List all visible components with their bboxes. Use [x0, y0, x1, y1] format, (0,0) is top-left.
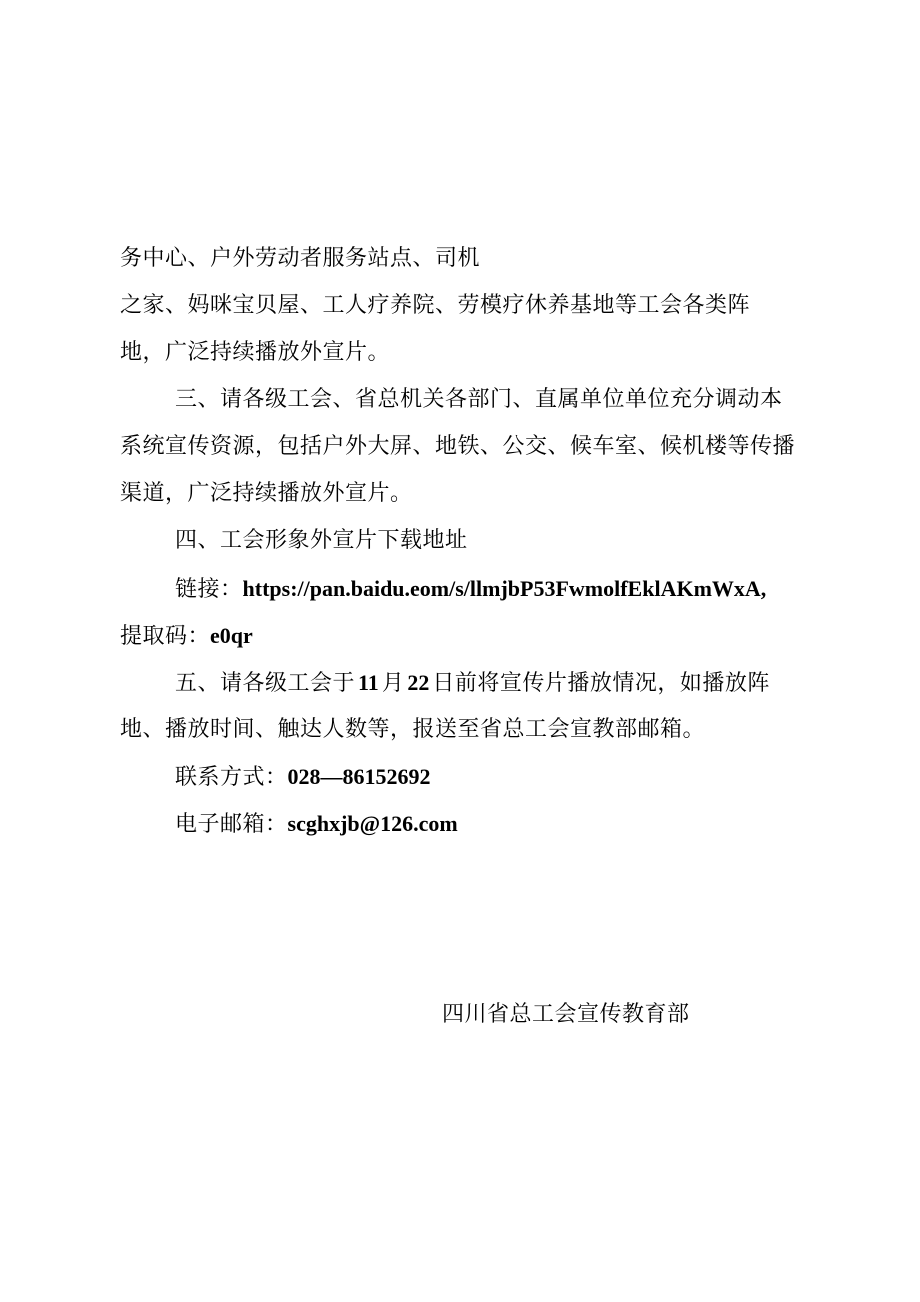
signature: 四川省总工会宣传教育部: [442, 1002, 690, 1027]
contact-label: 联系方式：: [175, 765, 288, 790]
text-line: 渠道，广泛持续播放外宣片。: [120, 481, 413, 506]
extract-code-line: [120, 621, 253, 652]
day-number: 22: [407, 670, 430, 695]
link-label: 链接：: [175, 577, 243, 602]
text-line: 地，广泛持续播放外宣片。: [120, 340, 391, 365]
text-line: 务中心、户外劳动者服务站点、司机: [120, 246, 481, 271]
code-label: 提取码：: [120, 624, 211, 649]
text-part: 月: [381, 671, 405, 696]
section-heading: 四、工会形象外宣片下载地址: [175, 528, 468, 553]
extract-code: e0qr: [210, 623, 253, 648]
email-address[interactable]: scghxjb@126.com: [287, 811, 458, 836]
text-part: 日前将宣传片播放情况，如播放阵: [432, 671, 770, 696]
text-line: 系统宣传资源，包括户外大屏、地铁、公交、候车室、候机楼等传播: [120, 434, 796, 459]
month-number: 11: [358, 670, 379, 695]
text-line: 地、播放时间、触达人数等，报送至省总工会宣教部邮箱。: [120, 717, 706, 742]
text-part: 五、请各级工会于: [175, 671, 356, 696]
download-link-line: [175, 574, 766, 605]
text-line: [175, 668, 770, 699]
email-label: 电子邮箱：: [175, 812, 288, 837]
text-line: 之家、妈咪宝贝屋、工人疗养院、劳模疗休养基地等工会各类阵: [120, 293, 751, 318]
text-line: 三、请各级工会、省总机关各部门、直属单位单位充分调动本: [175, 387, 783, 412]
download-link[interactable]: https://pan.baidu.eom/s/llmjbP53FwmolfEklAKmWxA,: [242, 576, 767, 601]
email-line: [175, 809, 458, 840]
contact-line: [175, 762, 431, 793]
contact-phone: 028—86152692: [287, 764, 431, 789]
